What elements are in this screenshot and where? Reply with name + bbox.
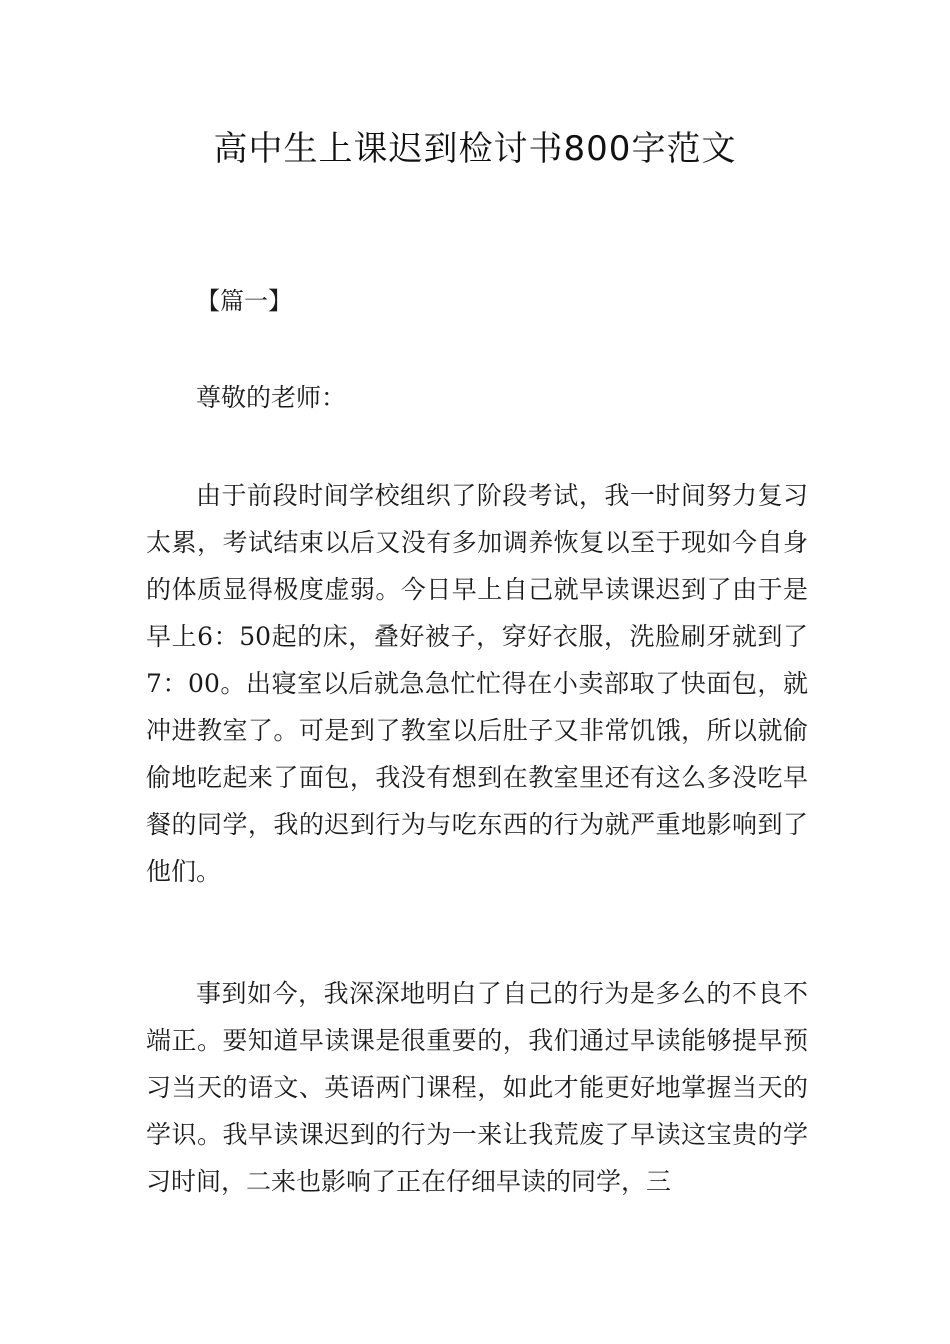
body-paragraph: 事到如今，我深深地明白了自己的行为是多么的不良不端正。要知道早读课是很重要的，我们通过早读能够提早预习当天的语文、英语两门课程，如此才能更好地掌握当天的学识。我早读课迟到的行为一来让我荒废了早读这宝贵的学习时间，二来也影响了正在仔细早读的同学，三 — [146, 979, 808, 1196]
document-title: 高中生上课迟到检讨书800字范文 — [213, 129, 737, 169]
body-paragraph: 由于前段时间学校组织了阶段考试，我一时间努力复习太累，考试结束以后又没有多加调养恢复以至于现如今自身的体质显得极度虚弱。今日早上自己就早读课迟到了由于是早上6：50起的床，叠好被子，穿好衣服，洗脸刷牙就到了7：00。出寝室以后就急急忙忙得在小卖部取了快面包，就冲进教室了。可是到了教室以后肚子又非常饥饿，所以就偷偷地吃起来了面包，我没有想到在教室里还有这么多没吃早餐的同学，我的迟到行为与吃东西的行为就严重地影响到了他们。 — [146, 481, 808, 886]
section-label: 【篇一】 — [196, 287, 292, 315]
salutation: 尊敬的老师： — [196, 383, 347, 412]
